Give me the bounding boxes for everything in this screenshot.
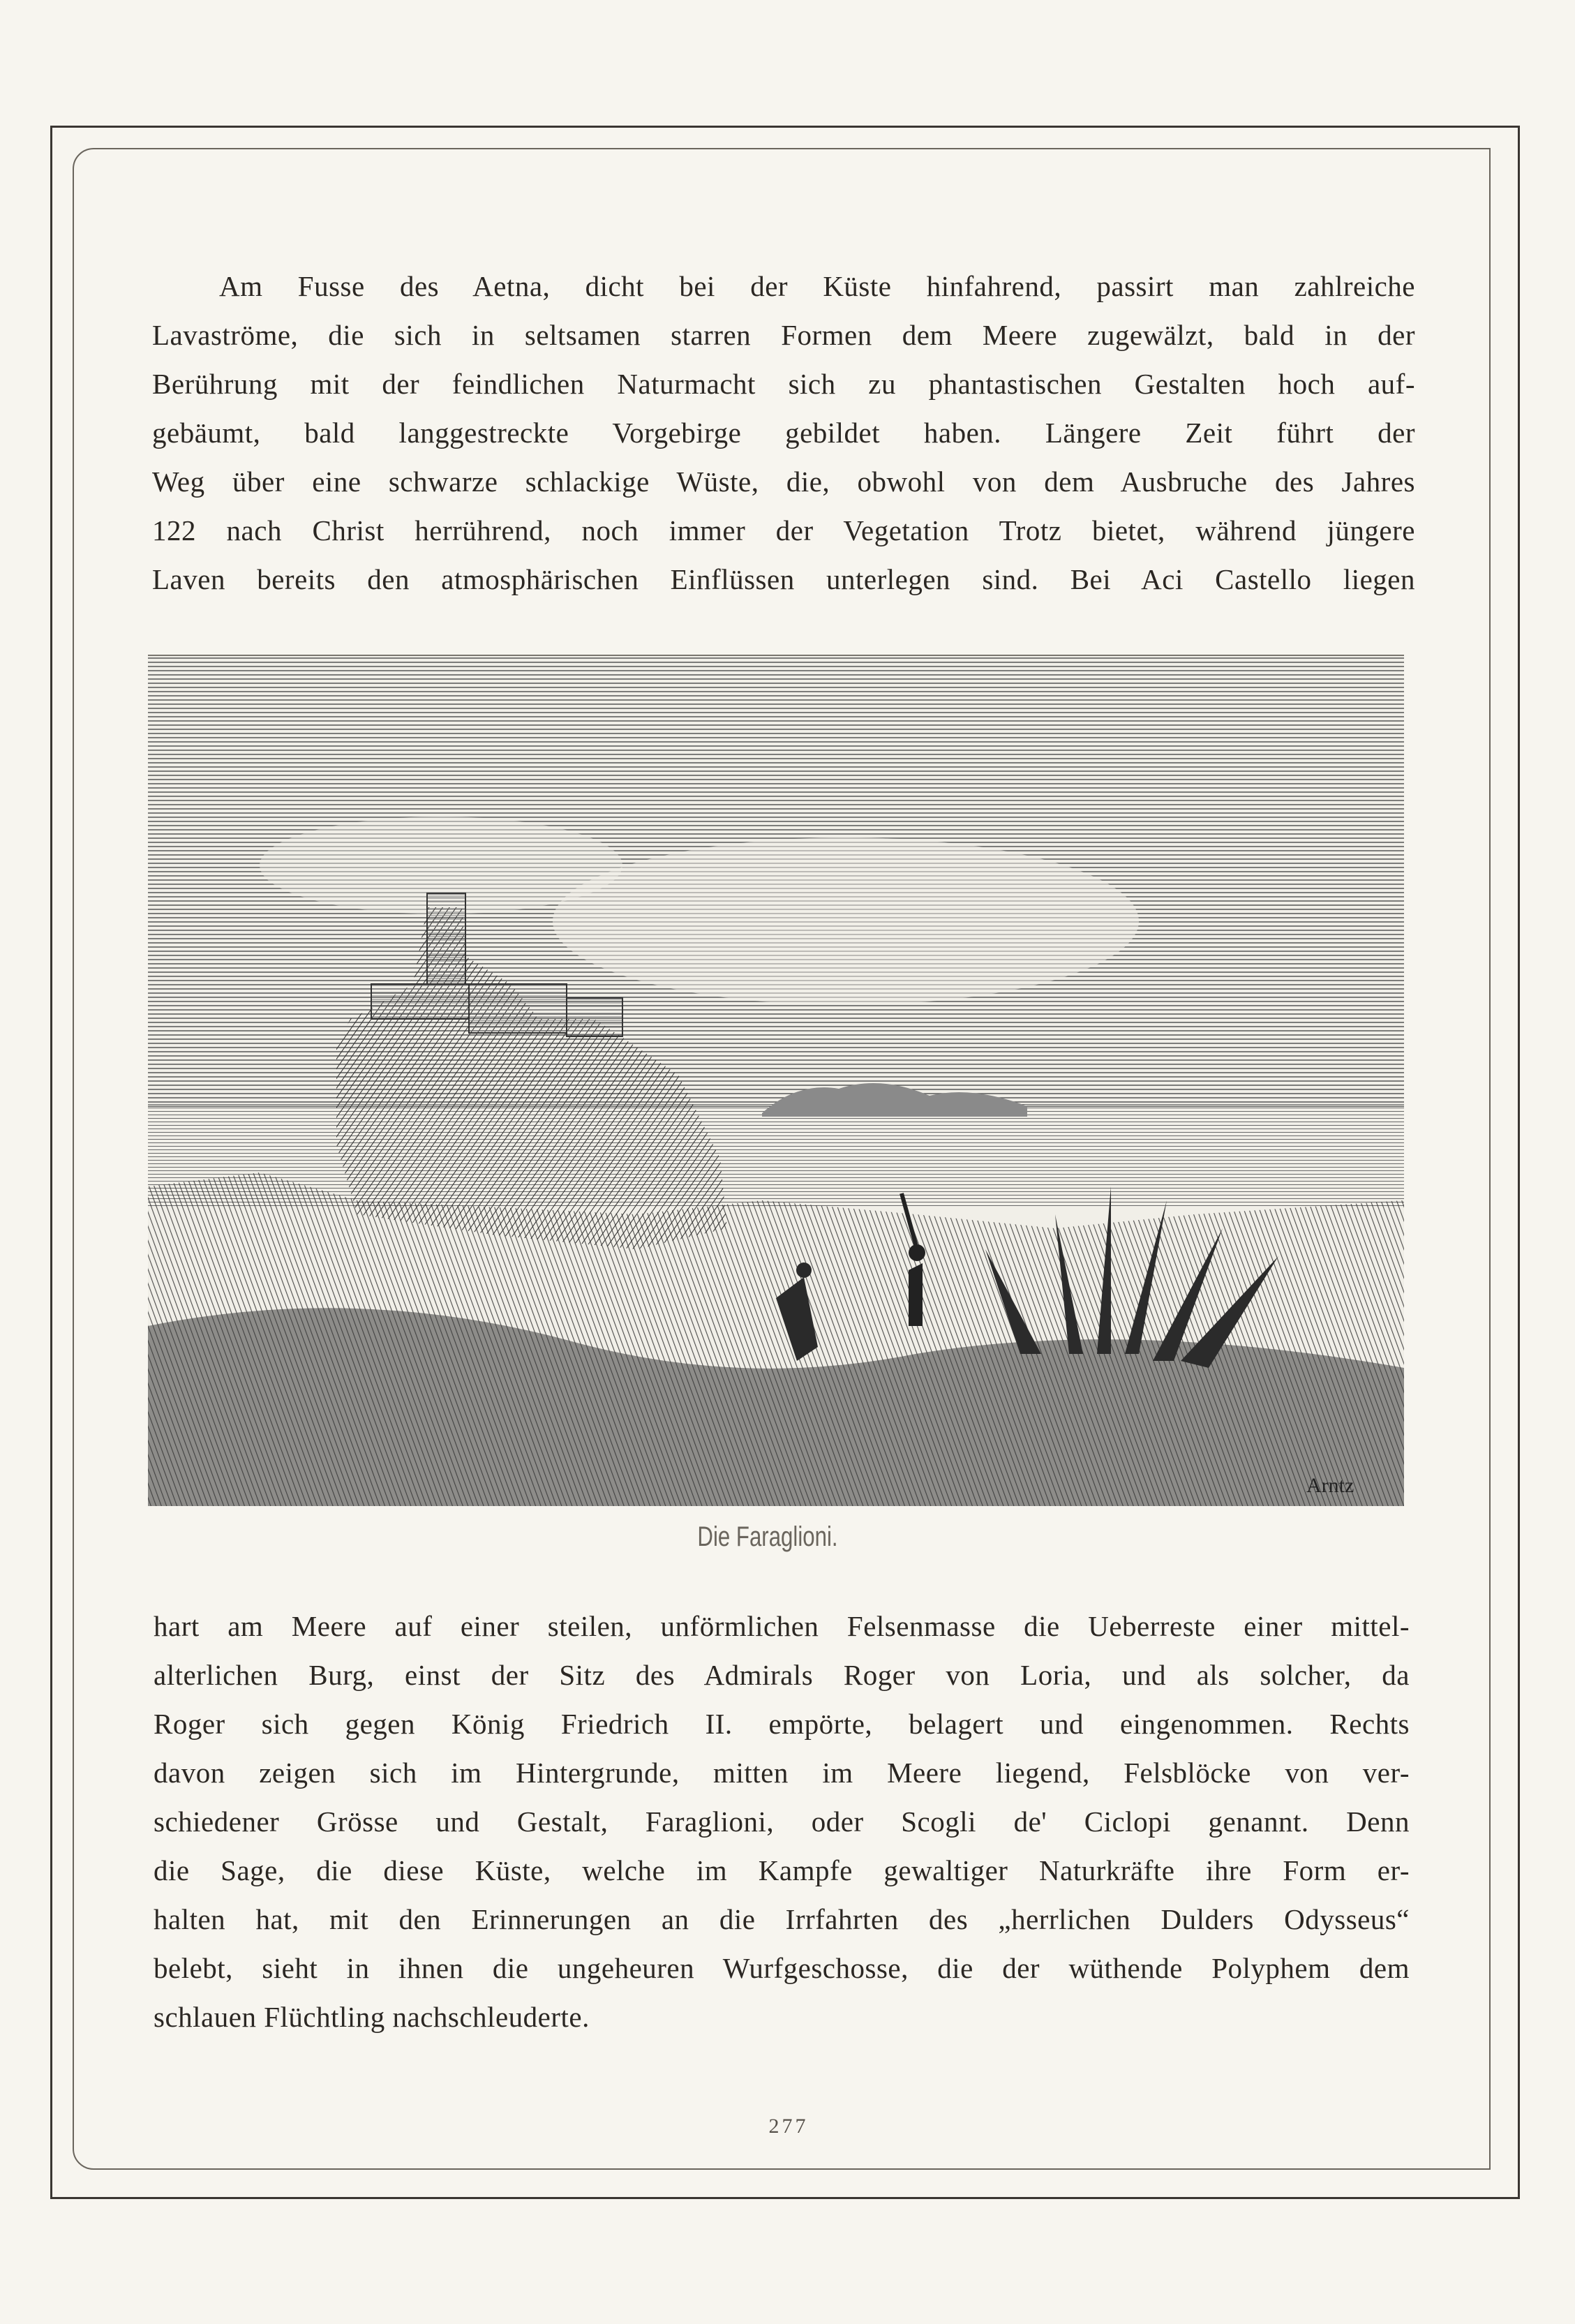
text-line: Lavaströme, die sich in seltsamen starren Formen dem Meere zugewälzt, bald in der [152,319,1415,351]
text-line: Roger sich gegen König Friedrich II. empörte, belagert und eingenommen. Rechts [154,1708,1410,1740]
bottom-paragraph [154,1602,1410,2041]
top-paragraph [152,262,1415,604]
text-line: schlauen Flüchtling nachschleuderte. [154,2001,590,2033]
page-number: 277 [768,2115,809,2138]
text-line: gebäumt, bald langgestreckte Vorgebirge gebildet haben. Längere Zeit führt der [152,417,1415,449]
engraving-illustration [148,655,1404,1506]
text-line: Berührung mit der feindlichen Naturmacht sich zu phantastischen Gestalten hoch auf- [152,368,1415,400]
coastal-castle-engraving [148,656,1404,1506]
text-line: die Sage, die diese Küste, welche im Kampfe gewaltiger Naturkräfte ihre Form er- [154,1854,1410,1886]
text-line: halten hat, mit den Erinnerungen an die Irrfahrten des „herrlichen Dulders Odysseus“ [154,1903,1410,1935]
text-line: alterlichen Burg, einst der Sitz des Admirals Roger von Loria, und als solcher, da [154,1659,1410,1691]
illustration-caption: Die Faraglioni. [697,1521,838,1552]
text-line: Laven bereits den atmosphärischen Einflüssen unterlegen sind. Bei Aci Castello liegen [152,563,1415,595]
text-line: 122 nach Christ herrührend, noch immer der Vegetation Trotz bietet, während jüngere [152,514,1415,546]
artist-signature: Arntz [1306,1474,1354,1497]
text-line: Am Fusse des Aetna, dicht bei der Küste hinfahrend, passirt man zahlreiche [219,270,1415,302]
text-line: hart am Meere auf einer steilen, unförmlichen Felsenmasse die Ueberreste einer mittel- [154,1610,1410,1642]
text-line: schiedener Grösse und Gestalt, Faraglioni, oder Scogli de' Ciclopi genannt. Denn [154,1805,1410,1838]
text-line: davon zeigen sich im Hintergrunde, mitten im Meere liegend, Felsblöcke von ver- [154,1757,1410,1789]
text-line: belebt, sieht in ihnen die ungeheuren Wurfgeschosse, die der wüthende Polyphem dem [154,1952,1410,1984]
text-line: Weg über eine schwarze schlackige Wüste, die, obwohl von dem Ausbruche des Jahres [152,465,1415,498]
